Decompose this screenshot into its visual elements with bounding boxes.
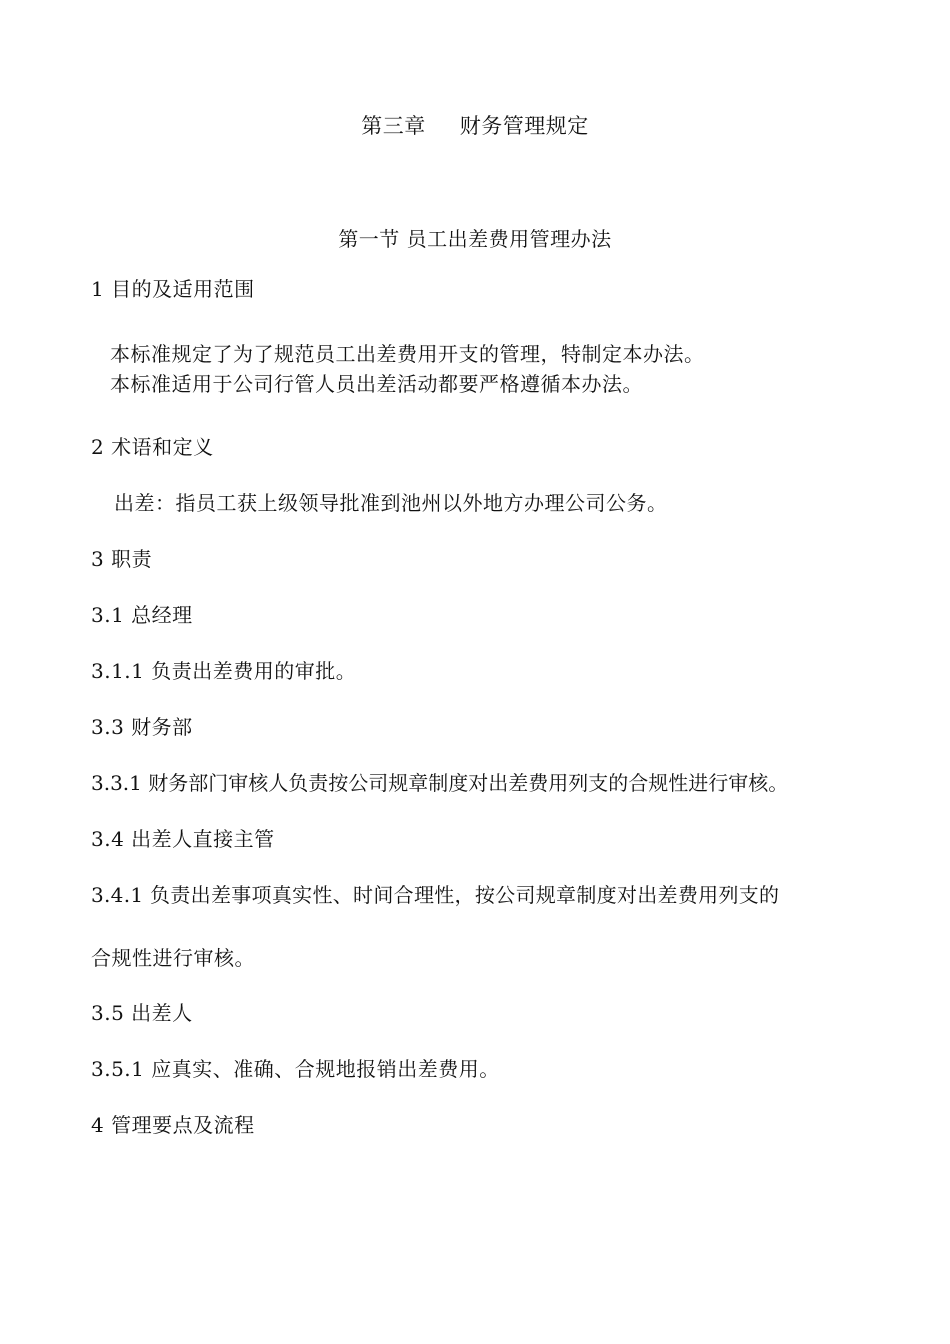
chapter-heading	[0, 113, 950, 139]
heading-3-1: 3.1 总经理	[91, 603, 193, 627]
item-3-1-1: 3.1.1 负责出差费用的审批。	[91, 659, 357, 683]
heading-4: 4 管理要点及流程	[91, 1113, 255, 1137]
paragraph-1-2: 本标准适用于公司行管人员出差活动都要严格遵循本办法。	[110, 372, 643, 396]
heading-3-3: 3.3 财务部	[91, 715, 193, 739]
paragraph-2-1: 出差：指员工获上级领导批准到池州以外地方办理公司公务。	[114, 491, 668, 515]
item-3-5-1: 3.5.1 应真实、准确、合规地报销出差费用。	[91, 1057, 500, 1081]
heading-1: 1 目的及适用范围	[91, 277, 255, 301]
item-3-4-1-line1: 3.4.1 负责出差事项真实性、时间合理性，按公司规章制度对出差费用列支的	[91, 883, 780, 907]
heading-3-5: 3.5 出差人	[91, 1001, 193, 1025]
chapter-title: 财务管理规定	[459, 114, 589, 138]
heading-2: 2 术语和定义	[91, 435, 214, 459]
heading-3-4: 3.4 出差人直接主管	[91, 827, 275, 851]
section-title: 第一节 员工出差费用管理办法	[338, 227, 612, 251]
item-3-3-1: 3.3.1 财务部门审核人负责按公司规章制度对出差费用列支的合规性进行审核。	[91, 771, 789, 795]
item-3-4-1-line2: 合规性进行审核。	[91, 946, 255, 970]
chapter-number: 第三章	[361, 114, 426, 138]
heading-3: 3 职责	[91, 547, 153, 571]
paragraph-1-1: 本标准规定了为了规范员工出差费用开支的管理，特制定本办法。	[110, 342, 705, 366]
